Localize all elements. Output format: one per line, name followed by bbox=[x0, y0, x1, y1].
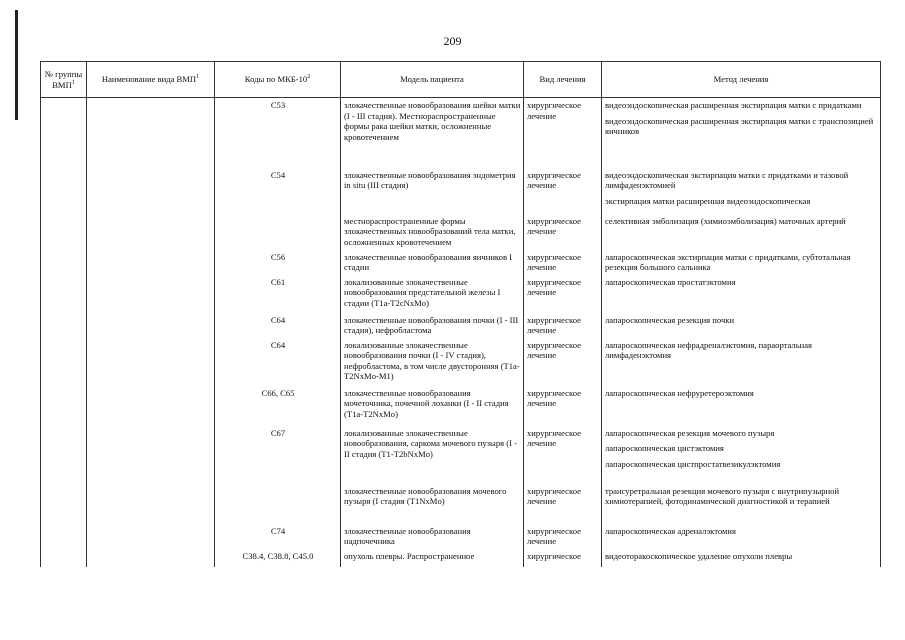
header-name: Наименование вида ВМП$^1$ bbox=[87, 62, 215, 98]
cell-code: С66, С65 bbox=[215, 386, 341, 426]
cell-method bbox=[602, 524, 881, 549]
table-row bbox=[41, 275, 881, 313]
cell-treatment: хирургическое лечение bbox=[524, 484, 602, 524]
cell-method bbox=[602, 275, 881, 313]
cell-code: С67 bbox=[215, 426, 341, 484]
cell-method bbox=[602, 168, 881, 214]
cell-model: местнораспространенные формы злокачественных новообразований тела матки, осложненных кровотечением bbox=[341, 214, 524, 250]
cell-method bbox=[602, 98, 881, 168]
header-codes: Коды по МКБ-$10^2$ bbox=[215, 62, 341, 98]
cell-treatment: хирургическое лечение bbox=[524, 426, 602, 484]
cell-name bbox=[87, 313, 215, 338]
cell-group bbox=[41, 524, 87, 549]
table-row bbox=[41, 98, 881, 168]
cell-group bbox=[41, 250, 87, 275]
table-row bbox=[41, 313, 881, 338]
method-line: лапароскопическая нефрадреналэктомия, параортальная лимфаденэктомия bbox=[605, 339, 812, 360]
cell-method bbox=[602, 549, 881, 567]
cell-code: С61 bbox=[215, 275, 341, 313]
cell-model: опухоль плевры. Распространенное bbox=[341, 549, 524, 567]
cell-treatment: хирургическое лечение bbox=[524, 524, 602, 549]
cell-method bbox=[602, 386, 881, 426]
header-method: Метод лечения bbox=[602, 62, 881, 98]
cell-model: злокачественные новообразования яичников I стадии bbox=[341, 250, 524, 275]
table-row bbox=[41, 484, 881, 524]
cell-treatment: хирургическое лечение bbox=[524, 313, 602, 338]
cell-name bbox=[87, 250, 215, 275]
cell-name bbox=[87, 386, 215, 426]
cell-name bbox=[87, 524, 215, 549]
cell-method bbox=[602, 214, 881, 250]
cell-group bbox=[41, 275, 87, 313]
cell-group bbox=[41, 313, 87, 338]
header-treatment: Вид лечения bbox=[524, 62, 602, 98]
cell-method bbox=[602, 484, 881, 524]
cell-group bbox=[41, 214, 87, 250]
cell-model: злокачественные новообразования мочевого пузыря (I стадия (T1NxMo) bbox=[341, 484, 524, 524]
cell-name bbox=[87, 98, 215, 168]
method-line: экстирпация матки расширенная видеоэндоскопическая bbox=[605, 195, 811, 206]
cell-treatment: хирургическое лечение bbox=[524, 338, 602, 386]
method-line: лапароскопическая экстирпация матки с придатками, субтотальная резекция большого сальника bbox=[605, 251, 851, 272]
method-line: видеоторакоскопическое удаление опухоли плевры bbox=[605, 550, 793, 561]
cell-name bbox=[87, 426, 215, 484]
cell-treatment: хирургическое лечение bbox=[524, 275, 602, 313]
table-body bbox=[41, 98, 881, 567]
cell-code: С38.4, С38.8, С45.0 bbox=[215, 549, 341, 567]
method-line: лапароскопическая простатэктомия bbox=[605, 276, 736, 287]
table-row bbox=[41, 250, 881, 275]
table-row bbox=[41, 549, 881, 567]
cell-code: С56 bbox=[215, 250, 341, 275]
cell-name bbox=[87, 338, 215, 386]
cell-treatment: хирургическое лечение bbox=[524, 214, 602, 250]
table-row bbox=[41, 426, 881, 484]
cell-method bbox=[602, 338, 881, 386]
cell-code bbox=[215, 214, 341, 250]
cell-code: С64 bbox=[215, 313, 341, 338]
table-row bbox=[41, 338, 881, 386]
page-number: 209 bbox=[443, 34, 462, 48]
cell-group bbox=[41, 549, 87, 567]
cell-model: злокачественные новообразования надпочечника bbox=[341, 524, 524, 549]
cell-group bbox=[41, 484, 87, 524]
cell-group bbox=[41, 98, 87, 168]
table-row bbox=[41, 386, 881, 426]
cell-model: злокачественные новообразования почки (I - III стадия), нефробластома bbox=[341, 313, 524, 338]
method-line: лапароскопическая резекция мочевого пузыря bbox=[605, 427, 775, 438]
cell-treatment: хирургическое лечение bbox=[524, 98, 602, 168]
method-line: лапароскопическая цистэктомия bbox=[605, 443, 724, 453]
cell-group bbox=[41, 338, 87, 386]
header-group: № группы ВМП$^1$ bbox=[41, 62, 87, 98]
cell-treatment: хирургическое лечение bbox=[524, 386, 602, 426]
cell-code: С64 bbox=[215, 338, 341, 386]
cell-model: локализованные злокачественные новообразования предстательной железы I стадии (T1a-T2cNxMo) bbox=[341, 275, 524, 313]
cell-name bbox=[87, 168, 215, 214]
cell-model: локализованные злокачественные новообразования почки (I - IV стадия), нефробластома, в том числе двусторонняя (T1a-T2NxMo-M1) bbox=[341, 338, 524, 386]
table-row bbox=[41, 524, 881, 549]
cell-code: С54 bbox=[215, 168, 341, 214]
method-line: видеоэндоскопическая расширенная экстирпация матки с придатками bbox=[605, 100, 862, 110]
scan-edge-mark bbox=[15, 10, 18, 120]
cell-treatment: хирургическое лечение bbox=[524, 250, 602, 275]
cell-code: С74 bbox=[215, 524, 341, 549]
method-line: лапароскопическая цистпростатвезикулэктомия bbox=[605, 458, 781, 469]
table-row bbox=[41, 214, 881, 250]
cell-treatment: хирургическое лечение bbox=[524, 168, 602, 214]
cell-name bbox=[87, 275, 215, 313]
method-line: трансуретральная резекция мочевого пузыря с внутрипузырной химиотерапией, фотодинамической диагностикой и терапией bbox=[605, 485, 840, 506]
cell-group bbox=[41, 386, 87, 426]
table-header-row bbox=[41, 62, 881, 98]
header-model: Модель пациента bbox=[341, 62, 524, 98]
cell-method bbox=[602, 313, 881, 338]
cell-model: злокачественные новообразования эндометрия in situ (III стадия) bbox=[341, 168, 524, 214]
cell-treatment: хирургическое bbox=[524, 549, 602, 567]
method-line: лапароскопическая адреналэктомия bbox=[605, 525, 736, 536]
cell-code: С53 bbox=[215, 98, 341, 168]
cell-name bbox=[87, 549, 215, 567]
cell-group bbox=[41, 426, 87, 484]
cell-model: локализованные злокачественные новообразования, саркома мочевого пузыря (I - II стадия (T1-T2bNxMo) bbox=[341, 426, 524, 484]
method-line: лапароскопическая резекция почки bbox=[605, 314, 735, 325]
method-line: видеоэндоскопическая расширенная экстирпация матки с транспозицией яичников bbox=[605, 115, 874, 136]
method-line: лапароскопическая нефруретероэктомия bbox=[605, 387, 754, 398]
table-row bbox=[41, 168, 881, 214]
cell-name bbox=[87, 484, 215, 524]
method-line: видеоэндоскопическая экстирпация матки с придатками и тазовой лимфаденэктомией bbox=[605, 169, 849, 190]
cell-method bbox=[602, 426, 881, 484]
cell-model: злокачественные новообразования мочеточника, почечной лоханки (I - II стадия (T1a-T2NxMo) bbox=[341, 386, 524, 426]
cell-method bbox=[602, 250, 881, 275]
cell-name bbox=[87, 214, 215, 250]
cell-group bbox=[41, 168, 87, 214]
method-line: селективная эмболизация (химиоэмболизация) маточных артерий bbox=[605, 215, 846, 226]
treatment-table bbox=[40, 61, 881, 567]
cell-model: злокачественные новообразования шейки матки (I - III стадия). Местнораспространенные формы рака шейки матки, осложненные кровотечением bbox=[341, 98, 524, 168]
cell-code bbox=[215, 484, 341, 524]
